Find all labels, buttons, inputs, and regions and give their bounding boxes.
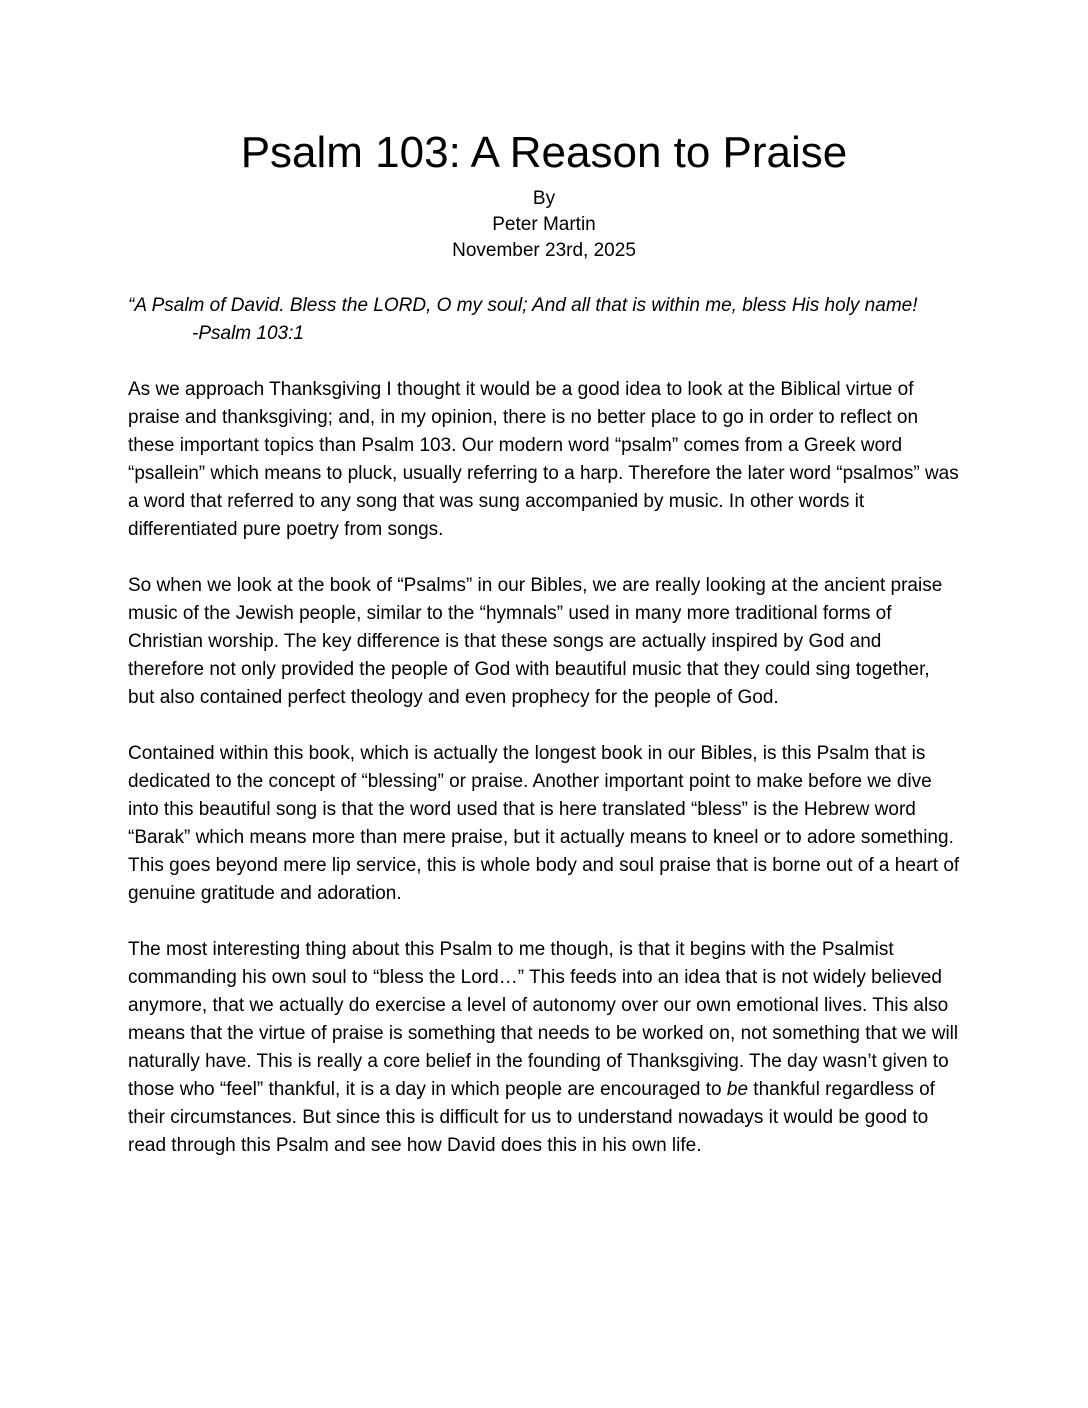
paragraph-bless-the-lord xyxy=(128,936,960,1160)
byline-author: Peter Martin xyxy=(492,214,596,235)
quote-text: “A Psalm of David. Bless the LORD, O my soul; And all that is within me, bless His holy name! xyxy=(128,295,918,316)
scripture-quote xyxy=(128,292,960,348)
byline xyxy=(128,186,960,264)
paragraph-text-before: The most interesting thing about this Psalm to me though, is that it begins with the Psalmist commanding his own soul to “bless the Lord…” This feeds into an idea that is not widely believed anymore, that we actually do exercise a level of autonomy over our own emotional lives. This also means that the virtue of praise is something that needs to be worked on, not something that we will naturally have. This is really a core belief in the founding of Thanksgiving. The day wasn’t given to those who “feel” thankful, it is a day in which people are encouraged to xyxy=(128,939,959,1100)
document-title: Psalm 103: A Reason to Praise xyxy=(240,128,848,177)
paragraph-text-after: thankful regardless of their circumstances. But since this is difficult for us to understand nowadays it would be good to read through this Psalm and see how David does this in his own life. xyxy=(128,1079,935,1156)
quote-attribution: -Psalm 103:1 xyxy=(192,323,304,344)
byline-by: By xyxy=(532,188,556,209)
emphasized-word: be xyxy=(726,1079,749,1100)
byline-date: November 23rd, 2025 xyxy=(452,240,636,261)
paragraph-psalms-book: So when we look at the book of “Psalms” in our Bibles, we are really looking at the ancient praise music of the Jewish people, similar to the “hymnals” used in many more traditional forms of Christian worship. The key difference is that these songs are actually inspired by God and therefore not only provided the people of God with beautiful music that they could sing together, but also contained perfect theology and even prophecy for the people of God. xyxy=(128,575,943,708)
paragraph-intro: As we approach Thanksgiving I thought it would be a good idea to look at the Biblical virtue of praise and thanksgiving; and, in my opinion, there is no better place to go in order to reflect on these important topics than Psalm 103. Our modern word “psalm” comes from a Greek word “psallein” which means to pluck, usually referring to a harp. Therefore the later word “psalmos” was a word that referred to any song that was sung accompanied by music. In other words it differentiated pure poetry from songs. xyxy=(128,379,959,540)
paragraph-blessing-barak: Contained within this book, which is actually the longest book in our Bibles, is this Psalm that is dedicated to the concept of “blessing” or praise. Another important point to make before we dive into this beautiful song is that the word used that is here translated “bless” is the Hebrew word “Barak” which means more than mere praise, but it actually means to kneel or to adore something. This goes beyond mere lip service, this is whole body and soul praise that is borne out of a heart of genuine gratitude and adoration. xyxy=(128,743,960,904)
